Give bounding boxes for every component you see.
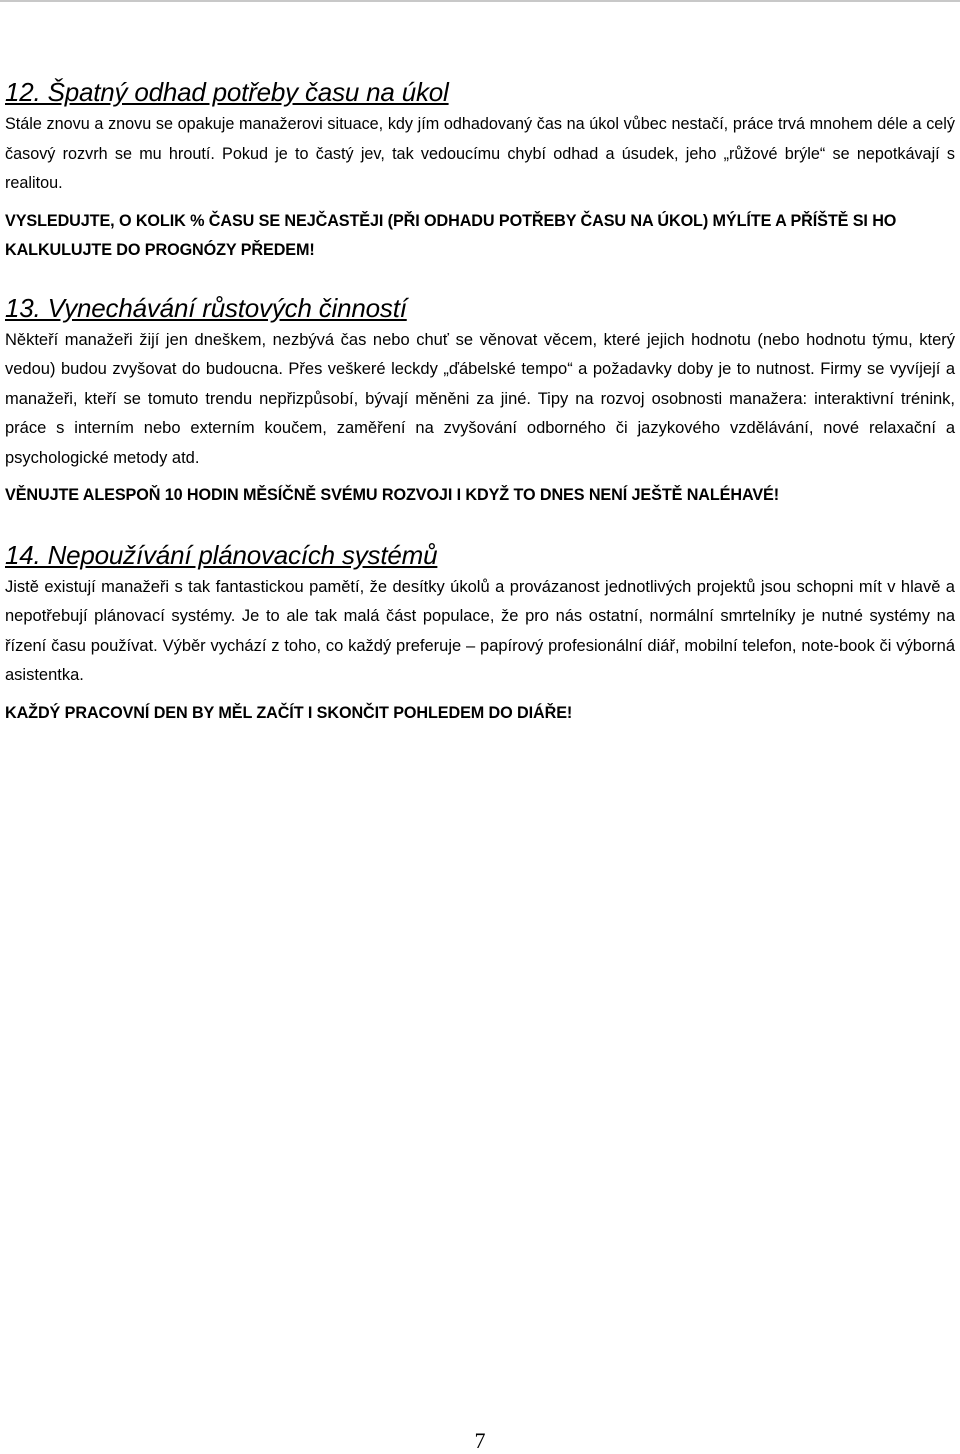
section-body-12: Stále znovu a znovu se opakuje manažerovi situace, kdy jím odhadovaný čas na úkol vůbec nestačí, práce trvá mnohem déle a celý časový rozvrh se mu hroutí. Pokud je to častý jev, tak vedoucímu chybí odhad a úsudek, jeho „růžové brýle“ se nepotkávají s realitou.	[5, 115, 955, 192]
section-12	[5, 76, 955, 266]
page-top-border	[0, 0, 960, 2]
section-callout-13: VĚNUJTE ALESPOŇ 10 HODIN MĚSÍČNĚ SVÉMU ROZVOJI I KDYŽ TO DNES NENÍ JEŠTĚ NALÉHAVÉ!	[5, 486, 780, 504]
document-page	[5, 76, 955, 728]
section-14	[5, 539, 955, 729]
section-heading-13: 13. Vynechávání růstových činností	[5, 292, 407, 323]
section-heading-14: 14. Nepoužívání plánovacích systémů	[5, 539, 438, 570]
section-callout-12: VYSLEDUJTE, O KOLIK % ČASU SE NEJČASTĚJI (PŘI ODHADU POTŘEBY ČASU NA ÚKOL) MÝLÍTE A PŘÍŠTĚ SI HO KALKULUJTE DO PROGNÓZY PŘEDEM!	[5, 211, 897, 259]
page-number: 7	[474, 1428, 486, 1453]
section-13	[5, 292, 955, 511]
section-heading-12: 12. Špatný odhad potřeby času na úkol	[5, 77, 449, 107]
section-callout-14: KAŽDÝ PRACOVNÍ DEN BY MĚL ZAČÍT I SKONČIT POHLEDEM DO DIÁŘE!	[5, 703, 573, 722]
section-body-14: Jistě existují manažeři s tak fantastickou pamětí, že desítky úkolů a provázanost jednotlivých projektů jsou schopni mít v hlavě a nepotřebují plánovací systémy. Je to ale tak malá část populace, že pro nás ostatní, normální smrtelníky je nutné systémy na řízení času používat. Výběr vychází z toho, co každý preferuje – papírový profesionální diář, mobilní telefon, note-book či výborná asistentka.	[5, 577, 955, 684]
section-body-13: Někteří manažeři žijí jen dneškem, nezbývá čas nebo chuť se věnovat věcem, které jejich hodnotu (nebo hodnotu týmu, který vedou) budou zvyšovat do budoucna. Přes veškeré leckdy „ďábelské tempo“ a požadavky doby je to nutnost. Firmy se vyvíjejí a manažeři, kteří se tomuto trendu nepřizpůsobí, bývají měněni za jiné. Tipy na rozvoj osobnosti manažera: interaktivní trénink, práce s interním nebo externím koučem, zaměření na zvyšování odborného či jazykového vzdělávání, nové relaxační a psychologické metody atd.	[5, 330, 955, 467]
